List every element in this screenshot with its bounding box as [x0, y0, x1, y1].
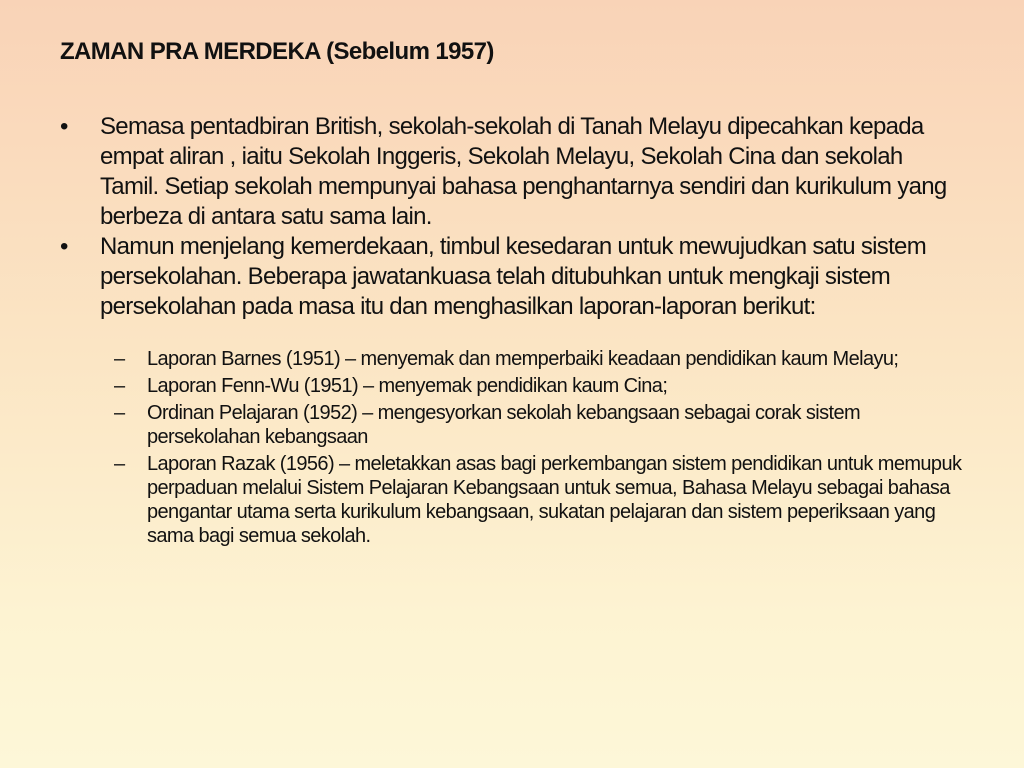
sub-bullet-item	[114, 374, 974, 398]
slide-title: ZAMAN PRA MERDEKA (Sebelum 1957)	[60, 38, 494, 65]
sub-bullet-item	[114, 452, 974, 548]
dash-marker: –	[114, 348, 125, 370]
bullet-marker: •	[60, 113, 68, 140]
bullet-list	[60, 112, 965, 322]
sub-bullet-text: Laporan Fenn-Wu (1951) – menyemak pendidikan kaum Cina;	[147, 375, 668, 397]
dash-marker: –	[114, 375, 125, 397]
dash-marker: –	[114, 453, 125, 475]
sub-bullet-item	[114, 347, 974, 371]
sub-bullet-list	[114, 347, 974, 551]
sub-bullet-text: Laporan Barnes (1951) – menyemak dan memperbaiki keadaan pendidikan kaum Melayu;	[147, 348, 899, 370]
sub-bullet-text: Ordinan Pelajaran (1952) – mengesyorkan sekolah kebangsaan sebagai corak sistem persekolahan kebangsaan	[147, 402, 861, 448]
bullet-text: Namun menjelang kemerdekaan, timbul kesedaran untuk mewujudkan satu sistem persekolahan. Beberapa jawatankuasa telah ditubuhkan untuk mengkaji sistem persekolahan pada masa itu dan menghasilkan laporan-laporan berikut:	[100, 233, 926, 320]
sub-bullet-item	[114, 401, 974, 449]
sub-bullet-text: Laporan Razak (1956) – meletakkan asas bagi perkembangan sistem pendidikan untuk memupuk perpaduan melalui Sistem Pelajaran Kebangsaan untuk semua, Bahasa Melayu sebagai bahasa pengantar utama serta kurikulum kebangsaan, sukatan pelajaran dan sistem peperiksaan yang sama bagi semua sekolah.	[147, 453, 962, 547]
bullet-marker: •	[60, 233, 68, 260]
dash-marker: –	[114, 402, 125, 424]
bullet-item	[60, 112, 965, 232]
bullet-text: Semasa pentadbiran British, sekolah-sekolah di Tanah Melayu dipecahkan kepada empat aliran , iaitu Sekolah Inggeris, Sekolah Melayu, Sekolah Cina dan sekolah Tamil. Setiap sekolah mempunyai bahasa penghantarnya sendiri dan kurikulum yang berbeza di antara satu sama lain.	[100, 113, 947, 230]
bullet-item	[60, 232, 965, 322]
